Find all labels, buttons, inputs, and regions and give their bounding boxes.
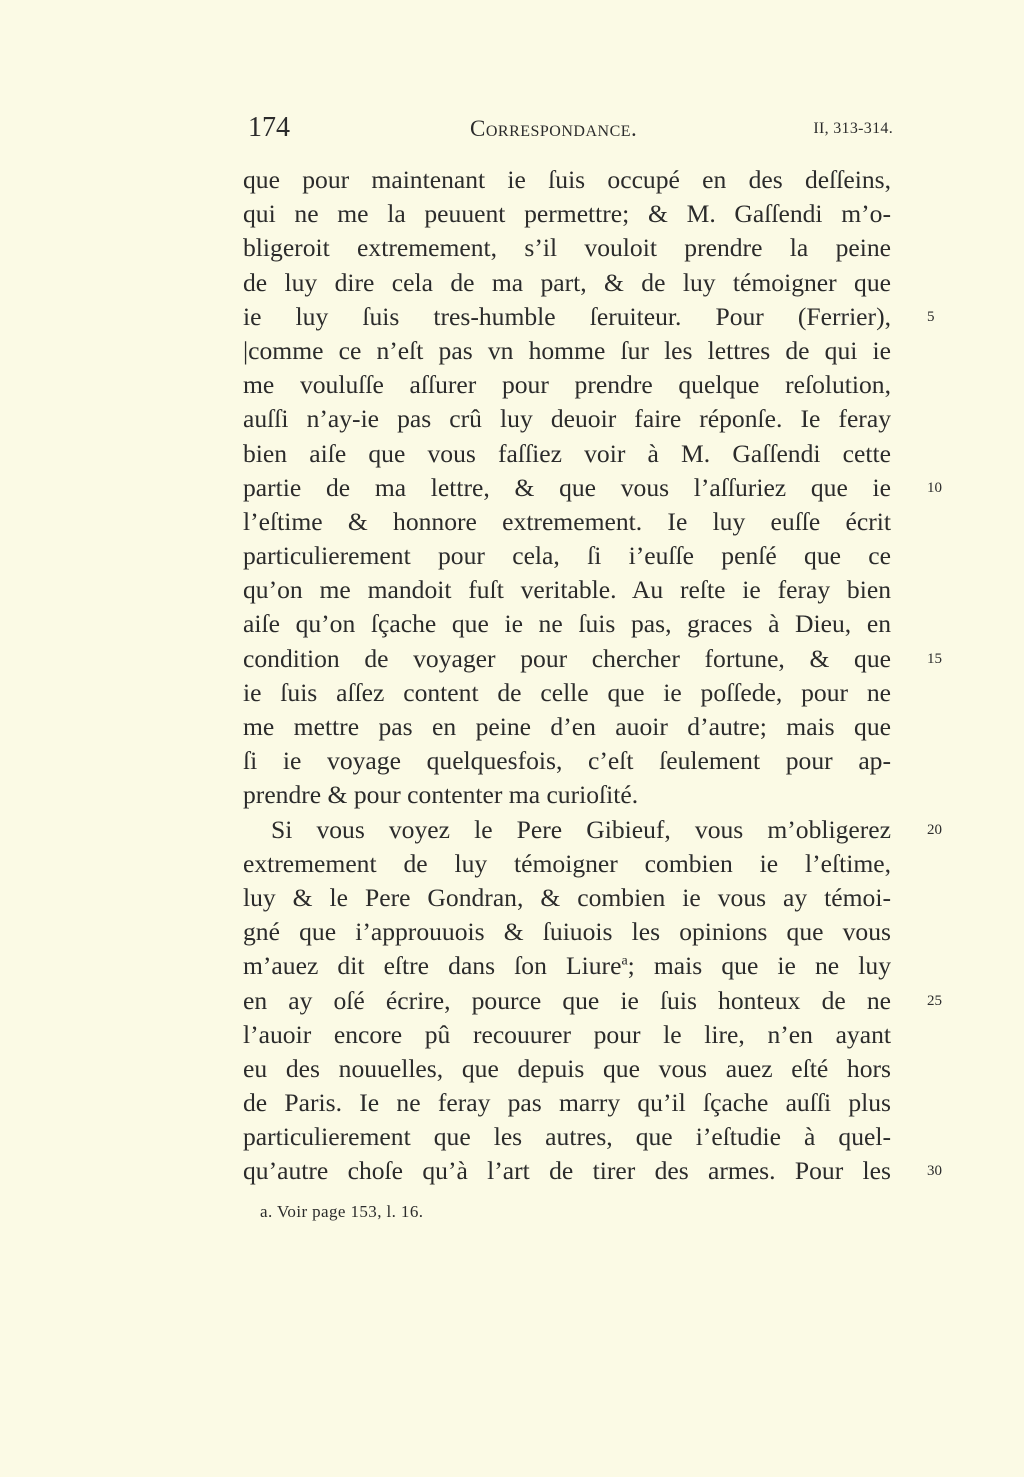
text-line-content: condition de voyager pour chercher fortune, & que — [243, 643, 891, 673]
text-line-content: en ay oſé écrire, pource que ie ſuis honteux de ne — [243, 985, 891, 1015]
running-title: Correspondance. — [470, 116, 638, 141]
text-line: me mettre pas en peine d’en auoir d’autre; mais que — [243, 712, 891, 741]
text-line: qu’on me mandoit fuſt veritable. Au reſte ie feray bien — [243, 575, 891, 605]
text-line: particulierement que les autres, que i’eſtudie à quel- — [243, 1122, 891, 1152]
line-number: 10 — [927, 479, 942, 496]
text-line: de luy dire cela de ma part, & de luy témoigner que — [243, 267, 891, 297]
line-number: 30 — [927, 1163, 942, 1180]
line-number: 15 — [927, 650, 942, 667]
text-line: qui ne me la peuuent permettre; & M. Gaſſendi m’o- — [243, 199, 891, 229]
line-number: 25 — [927, 992, 942, 1009]
text-line: l’auoir encore pû recouurer pour le lire, n’en ayant — [243, 1019, 891, 1049]
text-line-content: ie luy ſuis tres-humble ſeruiteur. Pour (Ferrier), — [243, 301, 891, 331]
text-line-25 — [243, 984, 942, 1018]
text-line-30 — [243, 1154, 942, 1188]
text-line-10 — [243, 471, 942, 505]
text-line: gné que i’approuuois & ſuiuois les opinions que vous — [243, 917, 891, 947]
text-line: me vouluſſe aſſurer pour prendre quelque reſolution, — [243, 370, 891, 400]
text-line: bligeroit extremement, s’il vouloit prendre la peine — [243, 233, 891, 263]
text-line: |comme ce n’eſt pas vn homme ſur les lettres de qui ie — [243, 335, 891, 365]
text-line: auſſi n’ay-ie pas crû luy deuoir faire réponſe. Ie feray — [243, 404, 891, 434]
text-line: prendre & pour contenter ma curioſité. — [243, 780, 639, 810]
text-line-content: ; mais que ie ne luy — [627, 951, 891, 981]
line-number: 5 — [927, 308, 935, 325]
text-line: luy & le Pere Gondran, & combien ie vous ay témoi- — [243, 882, 891, 912]
text-line-20 — [243, 813, 942, 847]
text-line: ie ſuis aſſez content de celle que ie poſſede, pour ne — [243, 677, 891, 707]
text-line: particulierement pour cela, ſi i’euſſe penſé que ce — [243, 541, 891, 571]
page-number: 174 — [248, 112, 290, 143]
text-line: bien aiſe que vous faſſiez voir à M. Gaſſendi cette — [243, 438, 891, 468]
text-line: de Paris. Ie ne feray pas marry qu’il ſçache auſſi plus — [243, 1088, 891, 1118]
text-line-15 — [243, 642, 942, 676]
footnote-marker: a — [621, 953, 628, 969]
text-line: extremement de luy témoigner combien ie l’eſtime, — [243, 848, 891, 878]
text-line-content: partie de ma lettre, & que vous l’aſſuriez que ie — [243, 472, 891, 502]
text-body — [243, 163, 942, 1189]
volume-reference: II, 313-314. — [813, 120, 893, 137]
running-header — [248, 112, 893, 152]
text-line-content: qu’autre choſe qu’à l’art de tirer des armes. Pour les — [243, 1156, 891, 1186]
footnote: a. Voir page 153, l. 16. — [260, 1202, 424, 1221]
text-line: que pour maintenant ie ſuis occupé en des deſſeins, — [243, 165, 891, 194]
text-line: ſi ie voyage quelquesfois, c’eſt ſeulement pour ap- — [243, 746, 891, 776]
text-line-content: Si vous voyez le Pere Gibieuf, vous m’obligerez — [271, 814, 891, 844]
text-line-5 — [243, 300, 935, 334]
text-line: l’eſtime & honnore extremement. Ie luy euſſe écrit — [243, 506, 891, 536]
line-number: 20 — [927, 821, 942, 838]
text-line: aiſe qu’on ſçache que ie ne ſuis pas, graces à Dieu, en — [243, 609, 891, 639]
text-line-content: m’auez dit eſtre dans ſon Liure — [243, 951, 622, 981]
text-line-with-note — [243, 949, 891, 983]
text-line: eu des nouuelles, que depuis que vous auez eſté hors — [243, 1053, 891, 1083]
